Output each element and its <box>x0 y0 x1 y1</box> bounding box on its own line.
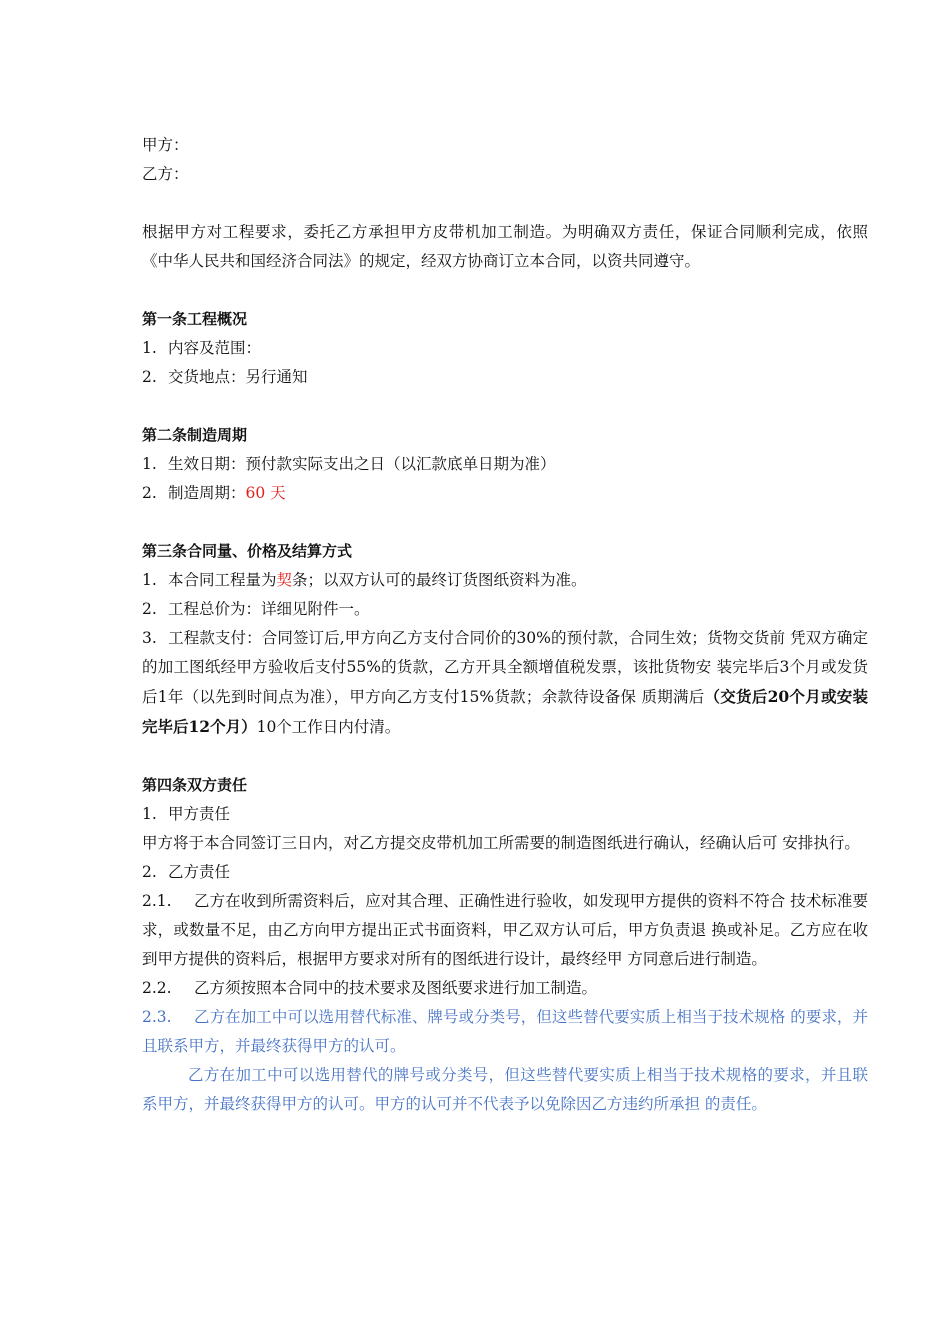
article-1-item-2 <box>142 363 868 392</box>
item-text: 生效日期：预付款实际支出之日（以汇款底单日期为准） <box>168 455 556 473</box>
article-3-item-2 <box>142 595 868 624</box>
article-3-item-3 <box>142 624 868 742</box>
article-3-heading: 第三条合同量、价格及结算方式 <box>142 542 353 560</box>
item-number: 2. <box>142 600 157 618</box>
clause-2-3-supplement: 乙方在加工中可以选用替代的牌号或分类号，但这些替代要实质上相当于技术规格的要求，并且联系甲方，并最终获得甲方的认可。甲方的认可并不代表予以免除因乙方违约所承担 的责任。 <box>142 1066 868 1113</box>
item-number: 1. <box>142 339 157 357</box>
item-text: 内容及范围： <box>168 339 262 357</box>
article-2-heading: 第二条制造周期 <box>142 426 248 444</box>
clause-2-2 <box>142 974 868 1003</box>
payment-terms-text: 工程款支付：合同签订后,甲方向乙方支付合同价的30%的预付款，合同生效；货物交货前 凭双方确定的加工图纸经甲方验收后支付55%的货款，乙方开具全额增值税发票，该批货物安 装完毕后3个月或发货后1年（以先到时间点为准），甲方向乙方支付15%货款；余款待设备保 质期满后 <box>142 629 868 706</box>
item-label: 乙方责任 <box>168 863 231 881</box>
clause-2-3 <box>142 1003 868 1061</box>
clause-text: 乙方须按照本合同中的技术要求及图纸要求进行加工制造。 <box>194 979 598 997</box>
clause-2-1 <box>142 887 868 974</box>
clause-number: 2.1. <box>142 892 172 910</box>
article-4-heading: 第四条双方责任 <box>142 776 248 794</box>
item-text: 交货地点：另行通知 <box>168 368 308 386</box>
party-a-duty-heading <box>142 800 868 829</box>
article-1-heading: 第一条工程概况 <box>142 310 248 328</box>
clause-text: 乙方在加工中可以选用替代标准、牌号或分类号，但这些替代要实质上相当于技术规格 的要求，并且联系甲方，并最终获得甲方的认可。 <box>142 1008 868 1055</box>
item-number: 3. <box>142 629 157 647</box>
quantity-highlight: 契 <box>276 571 293 589</box>
article-1-item-1 <box>142 334 868 363</box>
item-number: 1. <box>142 805 157 823</box>
clause-number: 2.2. <box>142 979 172 997</box>
manufacturing-period-value: 60 天 <box>245 484 286 502</box>
item-label: 甲方责任 <box>168 805 231 823</box>
item-number: 1. <box>142 571 157 589</box>
item-number: 2. <box>142 863 157 881</box>
clause-text: 乙方在收到所需资料后，应对其合理、正确性进行验收，如发现甲方提供的资料不符合 技术标准要求，或数量不足，由乙方向甲方提出正式书面资料，甲乙双方认可后，甲方负责退 换或补足。乙方应在收到甲方提供的资料后，根据甲方要求对所有的图纸进行设计，最终经甲 方同意后进行制造。 <box>142 892 868 968</box>
payment-terms-tail: 10个工作日内付清。 <box>256 718 401 736</box>
preamble-paragraph: 根据甲方对工程要求，委托乙方承担甲方皮带机加工制造。为明确双方责任，保证合同顺利完成，依照《中华人民共和国经济合同法》的规定，经双方协商订立本合同，以资共同遵守。 <box>142 223 868 270</box>
contract-body <box>142 131 868 1119</box>
item-number: 2. <box>142 484 157 502</box>
party-b-label: 乙方： <box>142 165 189 183</box>
item-number: 2. <box>142 368 157 386</box>
party-a-label: 甲方： <box>142 136 189 154</box>
item-label: 制造周期： <box>168 484 246 502</box>
clause-number: 2.3. <box>142 1008 172 1026</box>
item-text-before: 本合同工程量为 <box>168 571 277 589</box>
party-b-duty-heading <box>142 858 868 887</box>
party-a-duty-text: 甲方将于本合同签订三日内，对乙方提交皮带机加工所需要的制造图纸进行确认，经确认后可 安排执行。 <box>142 834 860 852</box>
payment-terms-bold: （交货后20个月或安装完毕后12个月） <box>142 687 868 736</box>
article-3-item-1 <box>142 566 868 595</box>
article-2-item-2 <box>142 479 868 508</box>
article-2-item-1 <box>142 450 868 479</box>
item-number: 1. <box>142 455 157 473</box>
item-text-after: 条；以双方认可的最终订货图纸资料为准。 <box>292 571 587 589</box>
item-text: 工程总价为：详细见附件一。 <box>168 600 370 618</box>
